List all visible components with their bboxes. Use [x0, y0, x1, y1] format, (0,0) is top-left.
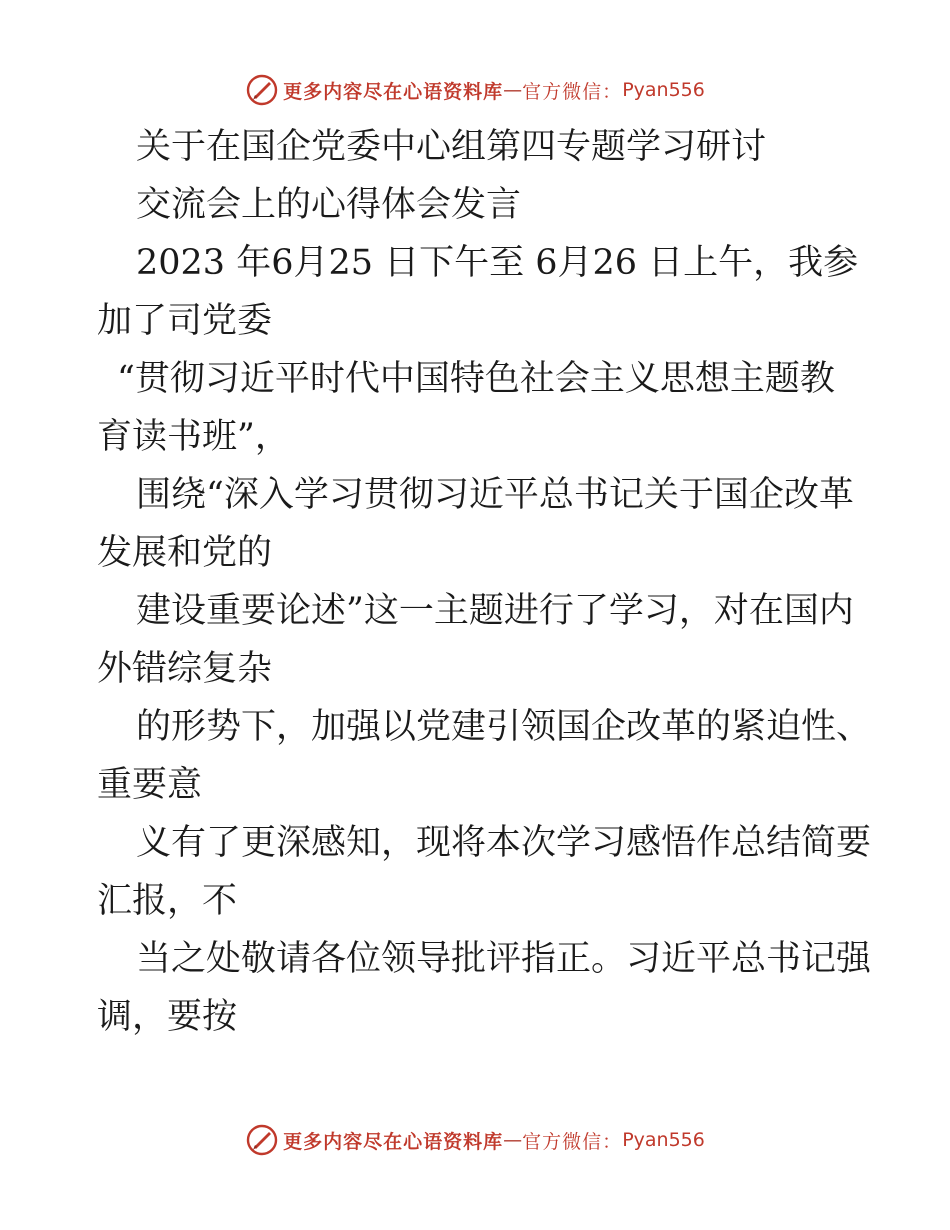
- title-line-2: 交流会上的心得体会发言: [136, 185, 522, 225]
- banner-separator: —: [503, 79, 523, 101]
- body-line: 调，要按: [97, 997, 238, 1037]
- quill-pen-logo-icon: [245, 73, 279, 107]
- footer-watermark-banner: [0, 1120, 950, 1160]
- title-line-1: 关于在国企党委中心组第四专题学习研讨: [136, 127, 767, 167]
- body-line: 义有了更深感知，现将本次学习感悟作总结简要: [136, 823, 872, 863]
- banner-wechat-id: Pyan556: [622, 79, 705, 101]
- banner-wechat-id: Pyan556: [622, 1129, 705, 1151]
- body-line: 重要意: [97, 765, 203, 805]
- body-line: 汇报，不: [97, 881, 238, 921]
- body-line: 育读书班”，: [97, 417, 290, 457]
- body-line: 围绕“深入学习贯彻习近平总书记关于国企改革: [136, 475, 854, 515]
- body-line: 当之处敬请各位领导批评指正。习近平总书记强: [136, 939, 872, 979]
- body-line: 外错综复杂: [97, 649, 273, 689]
- body-line: “贯彻习近平时代中国特色社会主义思想主题教: [117, 359, 835, 399]
- banner-separator: —: [503, 1129, 523, 1151]
- banner-brand-text: 更多内容尽在心语资料库: [283, 1130, 504, 1153]
- header-watermark-banner: [0, 70, 950, 110]
- banner-wechat-label: 官方微信：: [522, 80, 623, 103]
- body-line: 的形势下，加强以党建引领国企改革的紧迫性、: [136, 707, 872, 747]
- quill-pen-logo-icon: [245, 1123, 279, 1157]
- body-line: 建设重要论述”这一主题进行了学习，对在国内: [136, 591, 854, 631]
- document-body: [97, 118, 872, 1046]
- banner-brand-text: 更多内容尽在心语资料库: [283, 80, 504, 103]
- banner-wechat-label: 官方微信：: [522, 1130, 623, 1153]
- body-line: 2023 年6月25 日下午至 6月26 日上午，我参: [136, 243, 859, 283]
- body-line: 发展和党的: [97, 533, 273, 573]
- body-line: 加了司党委: [97, 301, 273, 341]
